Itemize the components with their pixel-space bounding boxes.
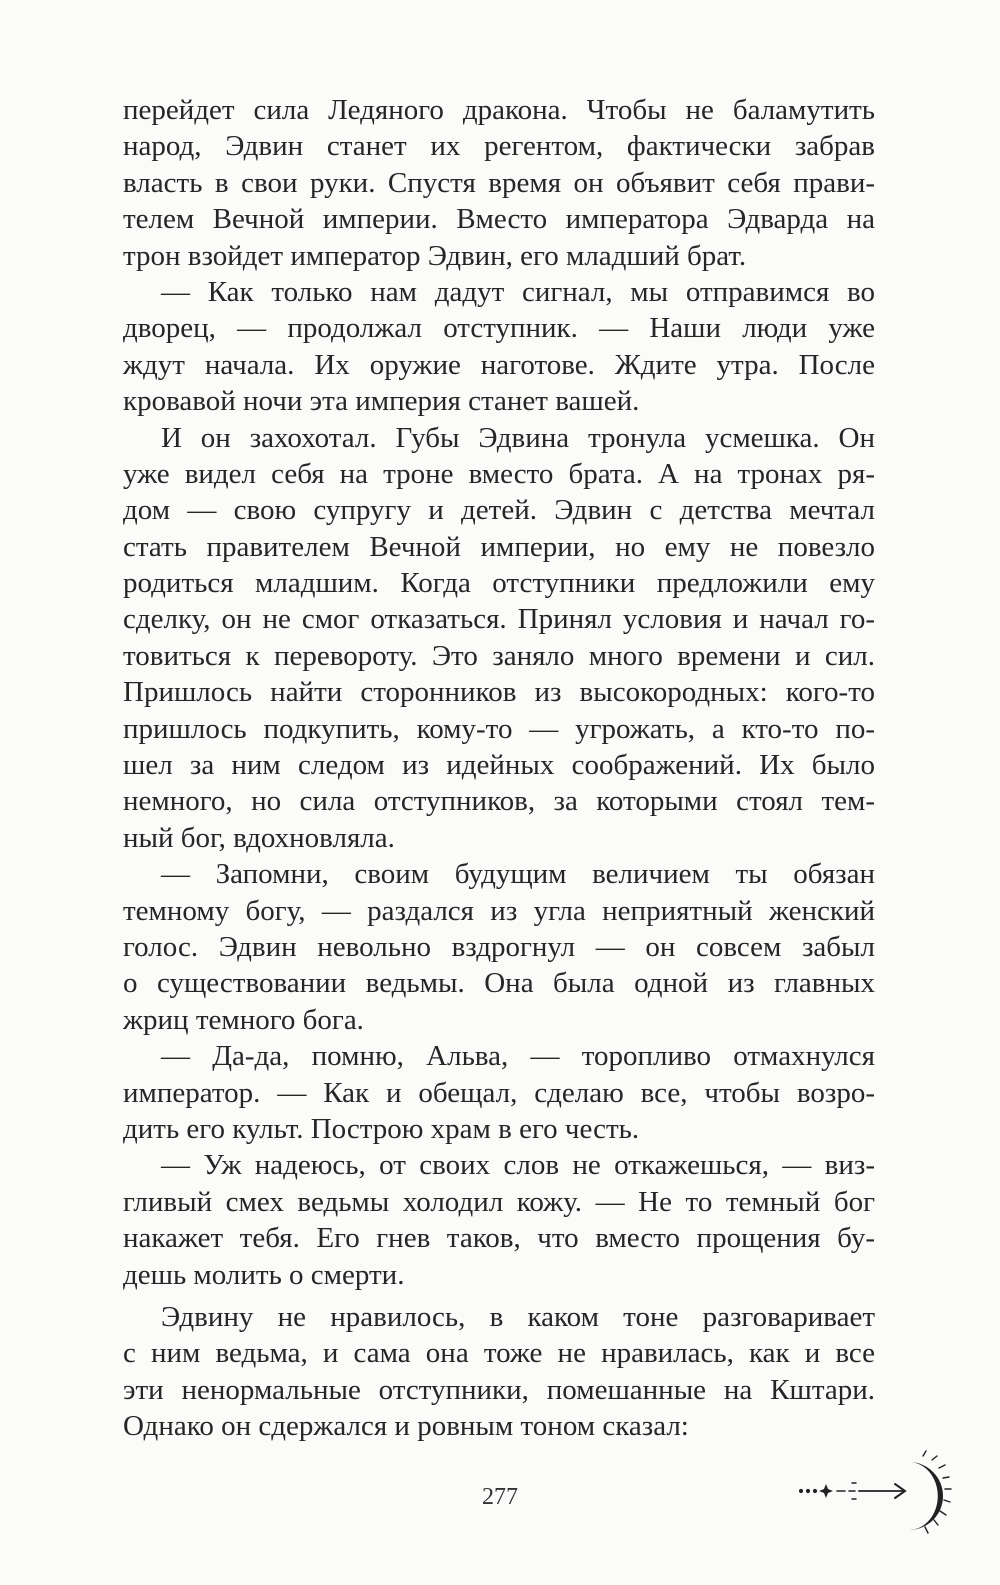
page-number: 277: [482, 1484, 518, 1510]
text-line: Пришлось найти сторонников из высокородных: кого-то: [123, 676, 875, 709]
text-line: с ним ведьма, и сама она тоже не нравилась, как и все: [123, 1337, 875, 1370]
text-line: о существовании ведьмы. Она была одной из главных: [123, 967, 875, 1000]
text-line: дворец, — продолжал отступник. — Наши люди уже: [123, 312, 875, 345]
text-line: император. — Как и обещал, сделаю все, чтобы возро-: [123, 1076, 875, 1109]
text-line: телем Вечной империи. Вместо императора Эдварда на: [123, 203, 875, 236]
text-line: кровавой ночи эта империя станет вашей.: [123, 385, 640, 418]
text-line: жриц темного бога.: [123, 1003, 364, 1036]
body-text: [123, 92, 875, 1444]
text-line: народ, Эдвин станет их регентом, фактически забрав: [123, 130, 875, 163]
text-line: темному богу, — раздался из угла неприятный женский: [123, 894, 875, 927]
text-line: — Запомни, своим будущим величием ты обязан: [161, 858, 875, 891]
text-line: Эдвину не нравилось, в каком тоне разговаривает: [161, 1300, 875, 1333]
text-line: Однако он сдержался и ровным тоном сказал:: [123, 1410, 689, 1443]
text-line: власть в свои руки. Спустя время он объявит себя прави-: [123, 166, 875, 199]
text-line: ный бог, вдохновляла.: [123, 821, 395, 854]
text-line: уже видел себя на троне вместо брата. А на тронах ря-: [123, 457, 875, 490]
text-line: пришлось подкупить, кому-то — угрожать, а кто-то по-: [123, 712, 875, 745]
text-line: стать правителем Вечной империи, но ему не повезло: [123, 530, 875, 563]
text-line: И он захохотал. Губы Эдвина тронула усмешка. Он: [161, 421, 875, 454]
text-line: трон взойдет император Эдвин, его младший брат.: [123, 239, 747, 272]
text-line: сделку, он не смог отказаться. Принял условия и начал го-: [123, 603, 875, 636]
text-line: дом — свою супругу и детей. Эдвин с детства мечтал: [123, 494, 875, 527]
text-line: дить его культ. Построю храм в его честь.: [123, 1112, 640, 1145]
text-line: гливый смех ведьмы холодил кожу. — Не то темный бог: [123, 1185, 875, 1218]
text-line: немного, но сила отступников, за которыми стоял тем-: [123, 785, 875, 818]
text-line: — Да-да, помню, Альва, — торопливо отмахнулся: [161, 1040, 875, 1073]
text-line: шел за ним следом из идейных соображений. Их было: [123, 749, 875, 782]
text-line: родиться младшим. Когда отступники предложили ему: [123, 567, 875, 600]
text-line: дешь молить о смерти.: [123, 1258, 405, 1291]
text-line: товиться к перевороту. Это заняло много времени и сил.: [123, 639, 875, 672]
text-line: перейдет сила Ледяного дракона. Чтобы не баламутить: [123, 94, 875, 126]
text-line: ждут начала. Их оружие наготове. Ждите утра. После: [123, 348, 875, 381]
text-line: — Уж надеюсь, от своих слов не откажешься, — виз-: [161, 1149, 875, 1182]
arrow-moon-icon: [795, 1448, 955, 1544]
text-line: — Как только нам дадут сигнал, мы отправимся во: [161, 275, 875, 308]
text-line: накажет тебя. Его гнев таков, что вместо прощения бу-: [123, 1222, 875, 1255]
text-line: голос. Эдвин невольно вздрогнул — он совсем забыл: [123, 930, 875, 963]
text-line: эти ненормальные отступники, помешанные на Кштари.: [123, 1373, 875, 1406]
